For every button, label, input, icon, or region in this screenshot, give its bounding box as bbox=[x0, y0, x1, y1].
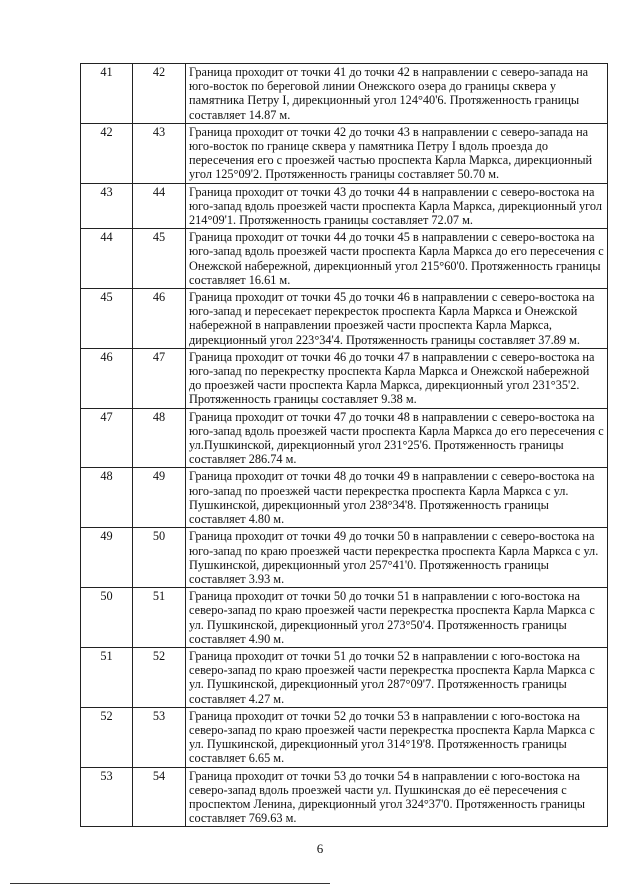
from-point-cell: 47 bbox=[81, 408, 133, 468]
table-row bbox=[81, 229, 608, 289]
boundary-description-cell: Граница проходит от точки 42 до точки 43 в направлении с северо-запада на юго-восток по границе сквера у памятника Петру I вдоль проезда до пересечения его с проезжей частью проспекта Карла Маркса, дирекционный угол 125°09'2. Протяженность границы составляет 50.70 м. bbox=[186, 123, 608, 183]
table-row bbox=[81, 588, 608, 648]
table-row bbox=[81, 408, 608, 468]
from-point-cell: 46 bbox=[81, 348, 133, 408]
boundary-description-cell: Граница проходит от точки 51 до точки 52 в направлении с юго-востока на северо-запад по краю проезжей части перекрестка проспекта Карла Маркса с ул. Пушкинской, дирекционный угол 287°09'7. Протяженность границы составляет 4.27 м. bbox=[186, 647, 608, 707]
boundary-description-table bbox=[80, 63, 608, 827]
boundary-description-cell: Граница проходит от точки 48 до точки 49 в направлении с северо-востока на юго-запад по проезжей части перекрестка проспекта Карла Маркса с ул. Пушкинской, дирекционный угол 238°34'8. Протяженность границы составляет 4.80 м. bbox=[186, 468, 608, 528]
boundary-description-cell: Граница проходит от точки 47 до точки 48 в направлении с северо-востока на юго-запад вдоль проезжей части проспекта Карла Маркса до его пересечения с ул.Пушкинской, дирекционный угол 231°25'6. Протяженность границы составляет 286.74 м. bbox=[186, 408, 608, 468]
table-row bbox=[81, 348, 608, 408]
to-point-cell: 42 bbox=[133, 64, 186, 124]
to-point-cell: 43 bbox=[133, 123, 186, 183]
from-point-cell: 49 bbox=[81, 528, 133, 588]
to-point-cell: 54 bbox=[133, 767, 186, 827]
boundary-description-cell: Граница проходит от точки 53 до точки 54 в направлении с юго-востока на северо-запад вдоль проезжей части ул. Пушкинская до её пересечения с проспектом Ленина, дирекционный угол 324°37'0. Протяженность границы составляет 769.63 м. bbox=[186, 767, 608, 827]
to-point-cell: 44 bbox=[133, 183, 186, 229]
boundary-description-cell: Граница проходит от точки 44 до точки 45 в направлении с северо-востока на юго-запад вдоль проезжей части проспекта Карла Маркса до его пересечения с Онежской набережной, дирекционный угол 215°60'0. Протяженность границы составляет 16.61 м. bbox=[186, 229, 608, 289]
to-point-cell: 50 bbox=[133, 528, 186, 588]
table-row bbox=[81, 647, 608, 707]
table-row bbox=[81, 528, 608, 588]
to-point-cell: 46 bbox=[133, 289, 186, 349]
table-row bbox=[81, 183, 608, 229]
table-row bbox=[81, 707, 608, 767]
to-point-cell: 52 bbox=[133, 647, 186, 707]
to-point-cell: 53 bbox=[133, 707, 186, 767]
from-point-cell: 41 bbox=[81, 64, 133, 124]
from-point-cell: 53 bbox=[81, 767, 133, 827]
table-row bbox=[81, 123, 608, 183]
boundary-description-cell: Граница проходит от точки 50 до точки 51 в направлении с юго-востока на северо-запад по краю проезжей части перекрестка проспекта Карла Маркса с ул. Пушкинской, дирекционный угол 273°50'4. Протяженность границы составляет 4.90 м. bbox=[186, 588, 608, 648]
to-point-cell: 48 bbox=[133, 408, 186, 468]
table-row bbox=[81, 767, 608, 827]
boundary-description-cell: Граница проходит от точки 49 до точки 50 в направлении с северо-востока на юго-запад по краю проезжей части перекрестка проспекта Карла Маркса с ул. Пушкинской, дирекционный угол 257°41'0. Протяженность границы составляет 3.93 м. bbox=[186, 528, 608, 588]
page-number: 6 bbox=[316, 841, 324, 856]
from-point-cell: 43 bbox=[81, 183, 133, 229]
boundary-description-cell: Граница проходит от точки 43 до точки 44 в направлении с северо-востока на юго-запад вдоль проезжей части проспекта Карла Маркса, дирекционный угол 214°09'1. Протяженность границы составляет 72.07 м. bbox=[186, 183, 608, 229]
to-point-cell: 45 bbox=[133, 229, 186, 289]
from-point-cell: 44 bbox=[81, 229, 133, 289]
boundary-description-cell: Граница проходит от точки 41 до точки 42 в направлении с северо-запада на юго-восток по береговой линии Онежского озера до границы сквера у памятника Петру I, дирекционный угол 124°40'6. Протяженность границы составляет 14.87 м. bbox=[186, 64, 608, 124]
table-row bbox=[81, 468, 608, 528]
footer-divider bbox=[10, 883, 330, 884]
from-point-cell: 42 bbox=[81, 123, 133, 183]
from-point-cell: 45 bbox=[81, 289, 133, 349]
boundary-description-cell: Граница проходит от точки 45 до точки 46 в направлении с северо-востока на юго-запад и пересекает перекресток проспекта Карла Маркса и Онежской набережной в направлении проезжей части проспекта Карла Маркса, дирекционный угол 223°34'4. Протяженность границы составляет 37.89 м. bbox=[186, 289, 608, 349]
table-body bbox=[81, 64, 608, 827]
table-row bbox=[81, 64, 608, 124]
from-point-cell: 50 bbox=[81, 588, 133, 648]
from-point-cell: 51 bbox=[81, 647, 133, 707]
from-point-cell: 52 bbox=[81, 707, 133, 767]
to-point-cell: 51 bbox=[133, 588, 186, 648]
boundary-description-cell: Граница проходит от точки 46 до точки 47 в направлении с северо-востока на юго-запад по перекрестку проспекта Карла Маркса и Онежской набережной до проезжей части проспекта Карла Маркса, дирекционный угол 231°35'2. Протяженность границы составляет 9.38 м. bbox=[186, 348, 608, 408]
boundary-description-cell: Граница проходит от точки 52 до точки 53 в направлении с юго-востока на северо-запад по краю проезжей части перекрестка проспекта Карла Маркса с ул. Пушкинской, дирекционный угол 314°19'8. Протяженность границы составляет 6.65 м. bbox=[186, 707, 608, 767]
to-point-cell: 49 bbox=[133, 468, 186, 528]
to-point-cell: 47 bbox=[133, 348, 186, 408]
table-row bbox=[81, 289, 608, 349]
from-point-cell: 48 bbox=[81, 468, 133, 528]
